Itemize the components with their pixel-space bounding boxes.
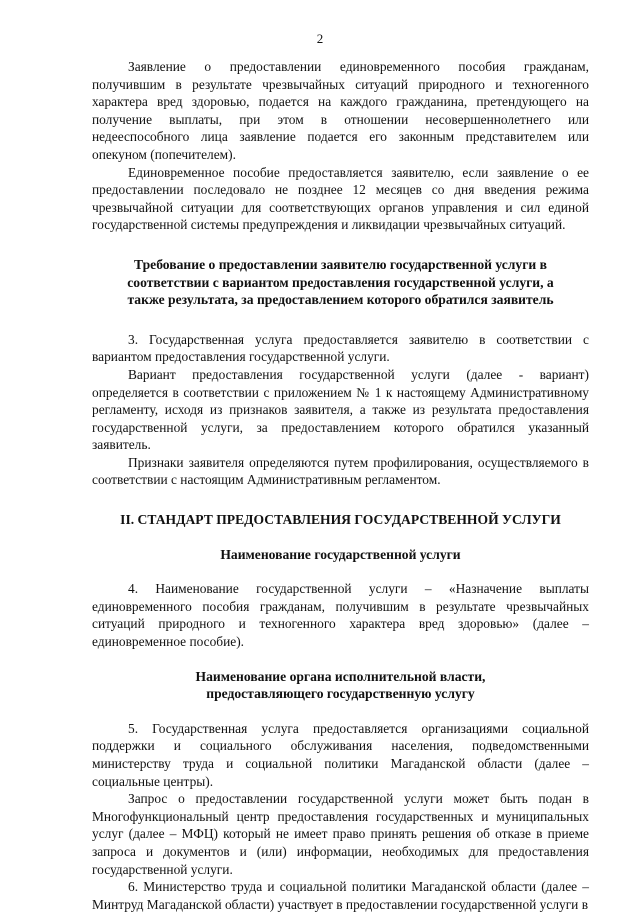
spacer [92,563,589,580]
paragraph-deadline: Единовременное пособие предоставляется заявителю, если заявление о ее предоставлении последовало не позднее 12 месяцев со дня введения режима чрезвычайной ситуации для соответствующих органов управления и сил единой государственной системы предупреждения и ликвидации чрезвычайных ситуаций. [92,164,589,233]
paragraph-application: Заявление о предоставлении единовременного пособия гражданам, получившим в результате чрезвычайных ситуаций природного и техногенного характера вред здоровью, подается на каждого гражданина, претендующего на получение выплаты, при этом в отношении несовершеннолетнего или недееспособного лица заявление подается его законным представителем или опекуном (попечителем). [92,59,589,162]
spacer [92,309,589,331]
section-title-standard: II. СТАНДАРТ ПРЕДОСТАВЛЕНИЯ ГОСУДАРСТВЕННОЙ УСЛУГИ [120,512,561,528]
paragraph-item-6: 6. Министерство труда и социальной политики Магаданской области (далее – Минтруд Магаданской области) участвует в предоставлении государственной услуги в [92,879,589,912]
spacer [92,651,589,668]
spacer [92,234,589,256]
heading-service-name: Наименование государственной услуги [220,546,461,562]
paragraph-applicant-signs: Признаки заявителя определяются путем профилирования, осуществляемого в соответствии с настоящим Административным регламентом. [92,454,589,488]
page-number: 2 [316,31,324,46]
heading-executive-body-line1: Наименование органа исполнительной власти, [195,668,486,684]
paragraph-variant: Вариант предоставления государственной услуги (далее - вариант) определяется в соответствии с приложением № 1 к настоящему Административному регламенту, исходя из признаков заявителя, а также из результата предоставления государственной услуги, за предоставлением которого обратился указанный заявитель. [92,366,589,453]
spacer [92,703,589,720]
spacer [92,489,589,511]
paragraph-item-5: 5. Государственная услуга предоставляется организациями социальной поддержки и социального обслуживания населения, подведомственными министерству труда и социальной политики Магаданской области (далее – социальные центры). [92,720,589,789]
spacer [92,529,589,546]
paragraph-item-3: 3. Государственная услуга предоставляется заявителю в соответствии с вариантом предоставления государственной услуги. [92,331,589,365]
paragraph-item-4: 4. Наименование государственной услуги – «Назначение выплаты единовременного пособия гражданам, получившим в результате чрезвычайных ситуаций природного и техногенного характера вред здоровью» (далее – единовременное пособие). [92,581,589,650]
heading-executive-body-line2: предоставляющего государственную услугу [206,686,475,702]
document-body [92,58,589,913]
heading-requirement: Требование о предоставлении заявителю государственной услуги в соответствии с вариантом предоставления государственной услуги, а также результата, за предоставлением которого обратился заявитель [127,256,554,308]
paragraph-mfc-request: Запрос о предоставлении государственной услуги может быть подан в Многофункциональный центр предоставления государственных и муниципальных услуг (далее – МФЦ) который не имеет право принять решения об отказе в приеме запроса и документов и (или) информации, необходимых для предоставления государственной услуги. [92,791,589,877]
heading-executive-body [92,668,589,703]
